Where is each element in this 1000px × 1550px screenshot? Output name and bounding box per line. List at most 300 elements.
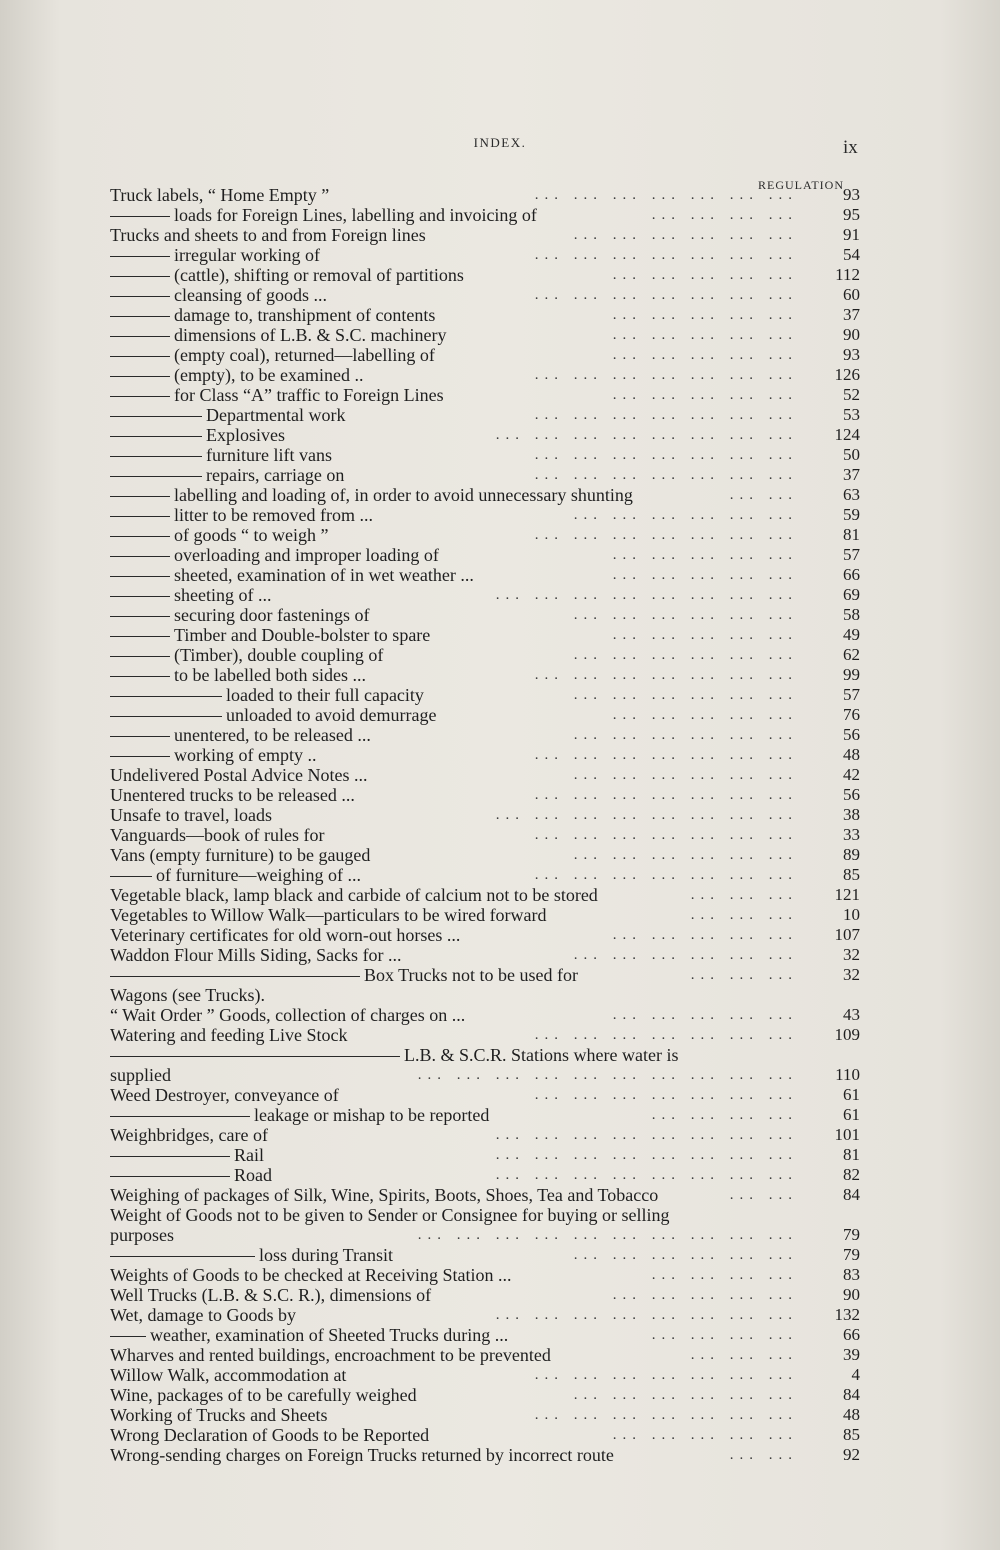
index-entry-text [110,545,439,565]
index-entry [110,185,860,205]
index-entry [110,245,860,265]
index-entry-text [110,685,424,705]
regulation-number: 109 [834,1025,860,1044]
index-entry [110,225,860,245]
ditto-dash [110,1116,250,1117]
index-entry-label: securing door fastenings of [174,605,370,625]
index-entry [110,1345,860,1365]
index-entry-label: dimensions of L.B. & S.C. machinery [174,325,447,345]
index-entry [110,545,860,565]
leader-dots: ... ... ... [690,907,798,923]
index-entry [110,1025,860,1045]
index-entry-text [110,705,436,725]
index-entry-label: Box Trucks not to be used for [364,965,579,985]
leader-dots: ... ... ... ... ... ... ... [534,1027,798,1043]
regulation-number: 79 [843,1245,860,1264]
index-entry-label: Weighbridges, care of [110,1125,268,1145]
index-entry [110,365,860,385]
index-entry [110,865,860,885]
ditto-dash [110,556,170,557]
regulation-number: 57 [843,545,860,564]
index-entry-label: (Timber), double coupling of [174,645,384,665]
ditto-dash [110,596,170,597]
index-entry [110,425,860,445]
index-entry-text [110,1265,511,1285]
regulation-number: 57 [843,685,860,704]
ditto-dash [110,1056,400,1057]
index-entry-label: Veterinary certificates for old worn-out horses ... [110,925,461,945]
index-entry [110,1105,860,1125]
index-entry-text [110,1045,678,1065]
regulation-number: 91 [843,225,860,244]
index-entry-text [110,1005,465,1025]
index-entry [110,1445,860,1465]
index-entry [110,985,860,1005]
index-entry-text [110,505,373,525]
regulation-number: 121 [834,885,860,904]
index-entry-text [110,1405,328,1425]
index-entry-text [110,225,426,245]
index-entry-text [110,925,460,945]
index-entry [110,1165,860,1185]
regulation-number: 132 [834,1305,860,1324]
index-entry-text [110,1165,272,1185]
leader-dots: ... ... ... ... ... ... ... ... ... ... [417,1067,798,1083]
leader-dots: ... ... ... ... ... [612,627,798,643]
ditto-dash [110,336,170,337]
index-entry [110,205,860,225]
regulation-number: 38 [843,805,860,824]
index-entry-label: irregular working of [174,245,320,265]
leader-dots: ... ... ... [690,967,798,983]
index-entry-text [110,1125,268,1145]
index-entry [110,445,860,465]
index-entry-text [110,485,633,505]
index-entry-text [110,725,371,745]
index-entry [110,1285,860,1305]
index-entry-label: damage to, transhipment of contents [174,305,436,325]
leader-dots: ... ... ... ... ... ... ... ... [495,807,798,823]
ditto-dash [110,1256,255,1257]
leader-dots: ... ... ... ... ... ... [573,947,798,963]
index-entry [110,385,860,405]
index-entry [110,605,860,625]
index-entry-label: Timber and Double-bolster to spare [174,625,431,645]
regulation-number: 58 [843,605,860,624]
index-entry [110,1125,860,1145]
index-entry [110,1265,860,1285]
ditto-dash [110,456,202,457]
ditto-dash [110,536,170,537]
index-entry [110,285,860,305]
regulation-number: 48 [843,1405,860,1424]
leader-dots: ... ... ... ... ... ... [573,227,798,243]
index-entry-text [110,945,402,965]
index-entry-text [110,1225,174,1245]
index-entry-label: of furniture—weighing of ... [156,865,361,885]
index-entry [110,1085,860,1105]
index-entry-label: Unsafe to travel, loads [110,805,272,825]
index-entry-label: loss during Transit [259,1245,394,1265]
index-entry-label: Weights of Goods to be checked at Receiving Station ... [110,1265,512,1285]
index-entry-text [110,1245,393,1265]
index-entry-label: Weight of Goods not to be given to Sender or Consignee for buying or selling [110,1205,670,1225]
index-entry [110,1305,860,1325]
index-entry-text [110,1345,551,1365]
leader-dots: ... ... ... ... ... ... ... [534,1407,798,1423]
index-entry-label: Wharves and rented buildings, encroachment to be prevented [110,1345,551,1365]
regulation-number: 10 [843,905,860,924]
index-entry-text [110,1365,346,1385]
index-entry [110,1405,860,1425]
regulation-number: 124 [834,425,860,444]
ditto-dash [110,256,170,257]
index-entry [110,1145,860,1165]
index-entry [110,705,860,725]
index-entry-text [110,525,328,545]
index-entry-text [110,405,345,425]
index-entry-text [110,665,366,685]
ditto-dash [110,716,222,717]
leader-dots: ... ... ... ... ... ... [573,507,798,523]
leader-dots: ... ... ... ... ... ... ... ... [495,1167,798,1183]
index-entry-text [110,1385,417,1405]
regulation-number: 63 [843,485,860,504]
ditto-dash [110,1336,146,1337]
ditto-dash [110,496,170,497]
regulation-number: 83 [843,1265,860,1284]
index-entry-label: Trucks and sheets to and from Foreign lines [110,225,426,245]
leader-dots: ... ... ... ... [651,1107,798,1123]
leader-dots: ... ... ... ... ... ... ... ... [495,427,798,443]
ditto-dash [110,876,152,877]
leader-dots: ... ... ... ... ... [612,547,798,563]
ditto-dash [110,216,170,217]
index-entry-label: Undelivered Postal Advice Notes ... [110,765,368,785]
leader-dots: ... ... ... ... ... ... ... [534,287,798,303]
index-entry-text [110,205,537,225]
regulation-number: 54 [843,245,860,264]
index-entry-text [110,285,327,305]
index-entry [110,1005,860,1025]
index-entry [110,1245,860,1265]
leader-dots: ... ... ... ... ... [612,1427,798,1443]
leader-dots: ... ... ... ... ... ... ... [534,867,798,883]
ditto-dash [110,316,170,317]
index-entry-text [110,1285,431,1305]
leader-dots: ... ... ... ... ... ... ... [534,747,798,763]
index-entry-text [110,265,464,285]
index-entry-label: overloading and improper loading of [174,545,439,565]
regulation-number: 85 [843,1425,860,1444]
regulation-number: 93 [843,185,860,204]
leader-dots: ... ... ... ... ... ... ... [534,667,798,683]
index-entry [110,1065,860,1085]
index-entry-label: Truck labels, “ Home Empty ” [110,185,330,205]
index-entry [110,585,860,605]
index-entry-text [110,605,369,625]
index-entry-label: Wet, damage to Goods by [110,1305,297,1325]
index-entry-text [110,825,324,845]
ditto-dash [110,476,202,477]
index-entry [110,405,860,425]
leader-dots: ... ... ... ... ... ... ... ... [495,1147,798,1163]
index-entry-text [110,845,370,865]
index-entry-label: Vegetables to Willow Walk—particulars to be wired forward [110,905,547,925]
index-entry-label: purposes [110,1225,174,1245]
leader-dots: ... ... ... ... [651,1267,798,1283]
index-entry-text [110,965,578,985]
leader-dots: ... ... ... ... [651,207,798,223]
index-entry-label: Weighing of packages of Silk, Wine, Spirits, Boots, Shoes, Tea and Tobacco [110,1185,659,1205]
leader-dots: ... ... ... ... ... ... ... ... [495,587,798,603]
leader-dots: ... ... ... ... ... ... [573,767,798,783]
regulation-number: 59 [843,505,860,524]
index-entry-label: supplied [110,1065,171,1085]
ditto-dash [110,576,170,577]
index-entry-text [110,1205,669,1225]
leader-dots: ... ... ... ... ... ... [573,647,798,663]
index-entry-label: Vegetable black, lamp black and carbide of calcium not to be stored [110,885,598,905]
index-entry-text [110,365,363,385]
index-entry-text [110,345,435,365]
ditto-dash [110,356,170,357]
leader-dots: ... ... [729,487,798,503]
index-entry [110,305,860,325]
index-entry [110,1225,860,1245]
index-entry-label: Well Trucks (L.B. & S.C. R.), dimensions of [110,1285,432,1305]
leader-dots: ... ... ... ... ... [612,927,798,943]
index-entry-text [110,1445,614,1465]
index-entry [110,685,860,705]
index-entry-text [110,1105,489,1125]
leader-dots: ... ... ... ... ... ... [573,1247,798,1263]
ditto-dash [110,636,170,637]
regulation-number: 39 [843,1345,860,1364]
ditto-dash [110,276,170,277]
index-entry-text [110,1145,264,1165]
index-entry-label: sheeting of ... [174,585,272,605]
ditto-dash [110,516,170,517]
ditto-dash [110,756,170,757]
page-title: INDEX. [473,135,527,150]
index-entry-label: unloaded to avoid demurrage [226,705,437,725]
index-entry-text [110,245,320,265]
ditto-dash [110,1176,230,1177]
index-entry-label: Vans (empty furniture) to be gauged [110,845,371,865]
index-entry-text [110,1325,508,1345]
index-entry [110,945,860,965]
index-entry-label: (cattle), shifting or removal of partitions [174,265,464,285]
leader-dots: ... ... ... ... ... ... [573,727,798,743]
leader-dots: ... ... ... ... ... ... [573,687,798,703]
regulation-number: 53 [843,405,860,424]
regulation-number: 90 [843,325,860,344]
index-entry-text [110,185,329,205]
index-entry-label: unentered, to be released ... [174,725,371,745]
index-entry [110,1045,860,1065]
regulation-number: 81 [843,1145,860,1164]
index-entry-label: (empty coal), returned—labelling of [174,345,435,365]
index-entry [110,625,860,645]
index-entry [110,905,860,925]
index-entry-text [110,1425,429,1445]
leader-dots: ... ... ... ... ... [612,307,798,323]
index-entry-text [110,885,598,905]
index-entry-label: Waddon Flour Mills Siding, Sacks for ... [110,945,402,965]
index-entry [110,1365,860,1385]
leader-dots: ... ... ... ... ... ... ... [534,467,798,483]
index-entry [110,465,860,485]
regulation-number: 50 [843,445,860,464]
regulation-number: 52 [843,385,860,404]
index-entry-label: Road [234,1165,272,1185]
index-entry-label: loads for Foreign Lines, labelling and invoicing of [174,205,537,225]
index-entry [110,505,860,525]
regulation-number: 43 [843,1005,860,1024]
leader-dots: ... ... ... ... ... ... ... [534,187,798,203]
index-entry-text [110,425,285,445]
leader-dots: ... ... ... ... ... ... ... [534,367,798,383]
index-entry-text [110,1065,171,1085]
regulation-number: 49 [843,625,860,644]
regulation-number: 37 [843,305,860,324]
index-entry-label: Unentered trucks to be released ... [110,785,355,805]
index-entry [110,265,860,285]
leader-dots: ... ... ... [690,887,798,903]
index-entry [110,785,860,805]
index-entry-label: repairs, carriage on [206,465,345,485]
regulation-number: 42 [843,765,860,784]
index-entry-label: (empty), to be examined .. [174,365,364,385]
index-entry-label: Departmental work [206,405,346,425]
regulation-number: 37 [843,465,860,484]
regulation-number: 66 [843,565,860,584]
regulation-number: 32 [843,945,860,964]
index-entry-label: loaded to their full capacity [226,685,424,705]
index-entry-text [110,985,265,1005]
index-entry-text [110,1085,339,1105]
index-entry [110,885,860,905]
regulation-number: 56 [843,785,860,804]
ditto-dash [110,1156,230,1157]
leader-dots: ... ... ... ... ... ... ... ... [495,1307,798,1323]
regulation-number: 56 [843,725,860,744]
regulation-number: 60 [843,285,860,304]
regulation-number: 82 [843,1165,860,1184]
leader-dots: ... ... [729,1447,798,1463]
ditto-dash [110,676,170,677]
regulation-number: 66 [843,1325,860,1344]
index-entry [110,525,860,545]
regulation-number: 84 [843,1185,860,1204]
regulation-number: 89 [843,845,860,864]
regulation-number: 99 [843,665,860,684]
index-entry [110,725,860,745]
index-entry-text [110,805,272,825]
regulation-number: 126 [834,365,860,384]
index-entry [110,1425,860,1445]
leader-dots: ... ... ... ... ... ... [573,607,798,623]
index-entry-label: Willow Walk, accommodation at [110,1365,347,1385]
regulation-number: 69 [843,585,860,604]
index-entry-text [110,745,316,765]
index-entry [110,485,860,505]
index-entry [110,825,860,845]
leader-dots: ... ... ... ... ... ... ... [534,447,798,463]
index-entry [110,645,860,665]
index-entry-label: Explosives [206,425,285,445]
index-entry-label: Wrong Declaration of Goods to be Reported [110,1425,430,1445]
regulation-number: 33 [843,825,860,844]
index-entry [110,965,860,985]
index-entry [110,745,860,765]
leader-dots: ... ... ... ... ... ... ... [534,787,798,803]
index-entry-text [110,565,474,585]
index-entry-label: Wagons (see Trucks). [110,985,266,1005]
index-entry-text [110,585,271,605]
ditto-dash [110,376,170,377]
regulation-number: 4 [851,1365,860,1384]
index-entry [110,345,860,365]
leader-dots: ... ... ... ... [651,1327,798,1343]
regulation-number: 76 [843,705,860,724]
index-entry-label: labelling and loading of, in order to avoid unnecessary shunting [174,485,633,505]
index-entry-label: working of empty .. [174,745,317,765]
leader-dots: ... ... ... ... ... ... [573,847,798,863]
index-entry [110,1185,860,1205]
index-entry-label: Vanguards—book of rules for [110,825,325,845]
index-entry-text [110,465,344,485]
leader-dots: ... ... ... ... ... [612,1007,798,1023]
index-entry-text [110,385,444,405]
index-entry [110,665,860,685]
index-entry-label: of goods “ to weigh ” [174,525,329,545]
index-entry-text [110,1025,347,1045]
ditto-dash [110,696,222,697]
index-entry-text [110,645,383,665]
index-entry-label: cleansing of goods ... [174,285,327,305]
leader-dots: ... ... ... ... ... [612,1287,798,1303]
index-entry-label: Rail [234,1145,264,1165]
regulation-number: 95 [843,205,860,224]
regulation-number: 93 [843,345,860,364]
regulation-number: 92 [843,1445,860,1464]
index-entry-label: Wine, packages of to be carefully weighed [110,1385,417,1405]
index-entry-text [110,785,355,805]
page-number: ix [843,137,858,158]
regulation-number: 90 [843,1285,860,1304]
index-entry [110,1385,860,1405]
regulation-number: 61 [843,1085,860,1104]
index-entry [110,925,860,945]
leader-dots: ... ... ... ... ... ... ... ... [495,1127,798,1143]
ditto-dash [110,396,170,397]
leader-dots: ... ... ... [690,1347,798,1363]
regulation-number: 62 [843,645,860,664]
index-entry [110,1205,860,1225]
index-entry-label: leakage or mishap to be reported [254,1105,490,1125]
index-entry-label: sheeted, examination of in wet weather ... [174,565,474,585]
leader-dots: ... ... ... ... ... ... ... [534,247,798,263]
index-entry-text [110,325,446,345]
regulation-number: 112 [835,265,860,284]
index-list [110,185,860,1465]
leader-dots: ... ... [729,1187,798,1203]
regulation-number: 110 [835,1065,860,1084]
leader-dots: ... ... ... ... ... ... ... [534,1087,798,1103]
ditto-dash [110,976,360,977]
